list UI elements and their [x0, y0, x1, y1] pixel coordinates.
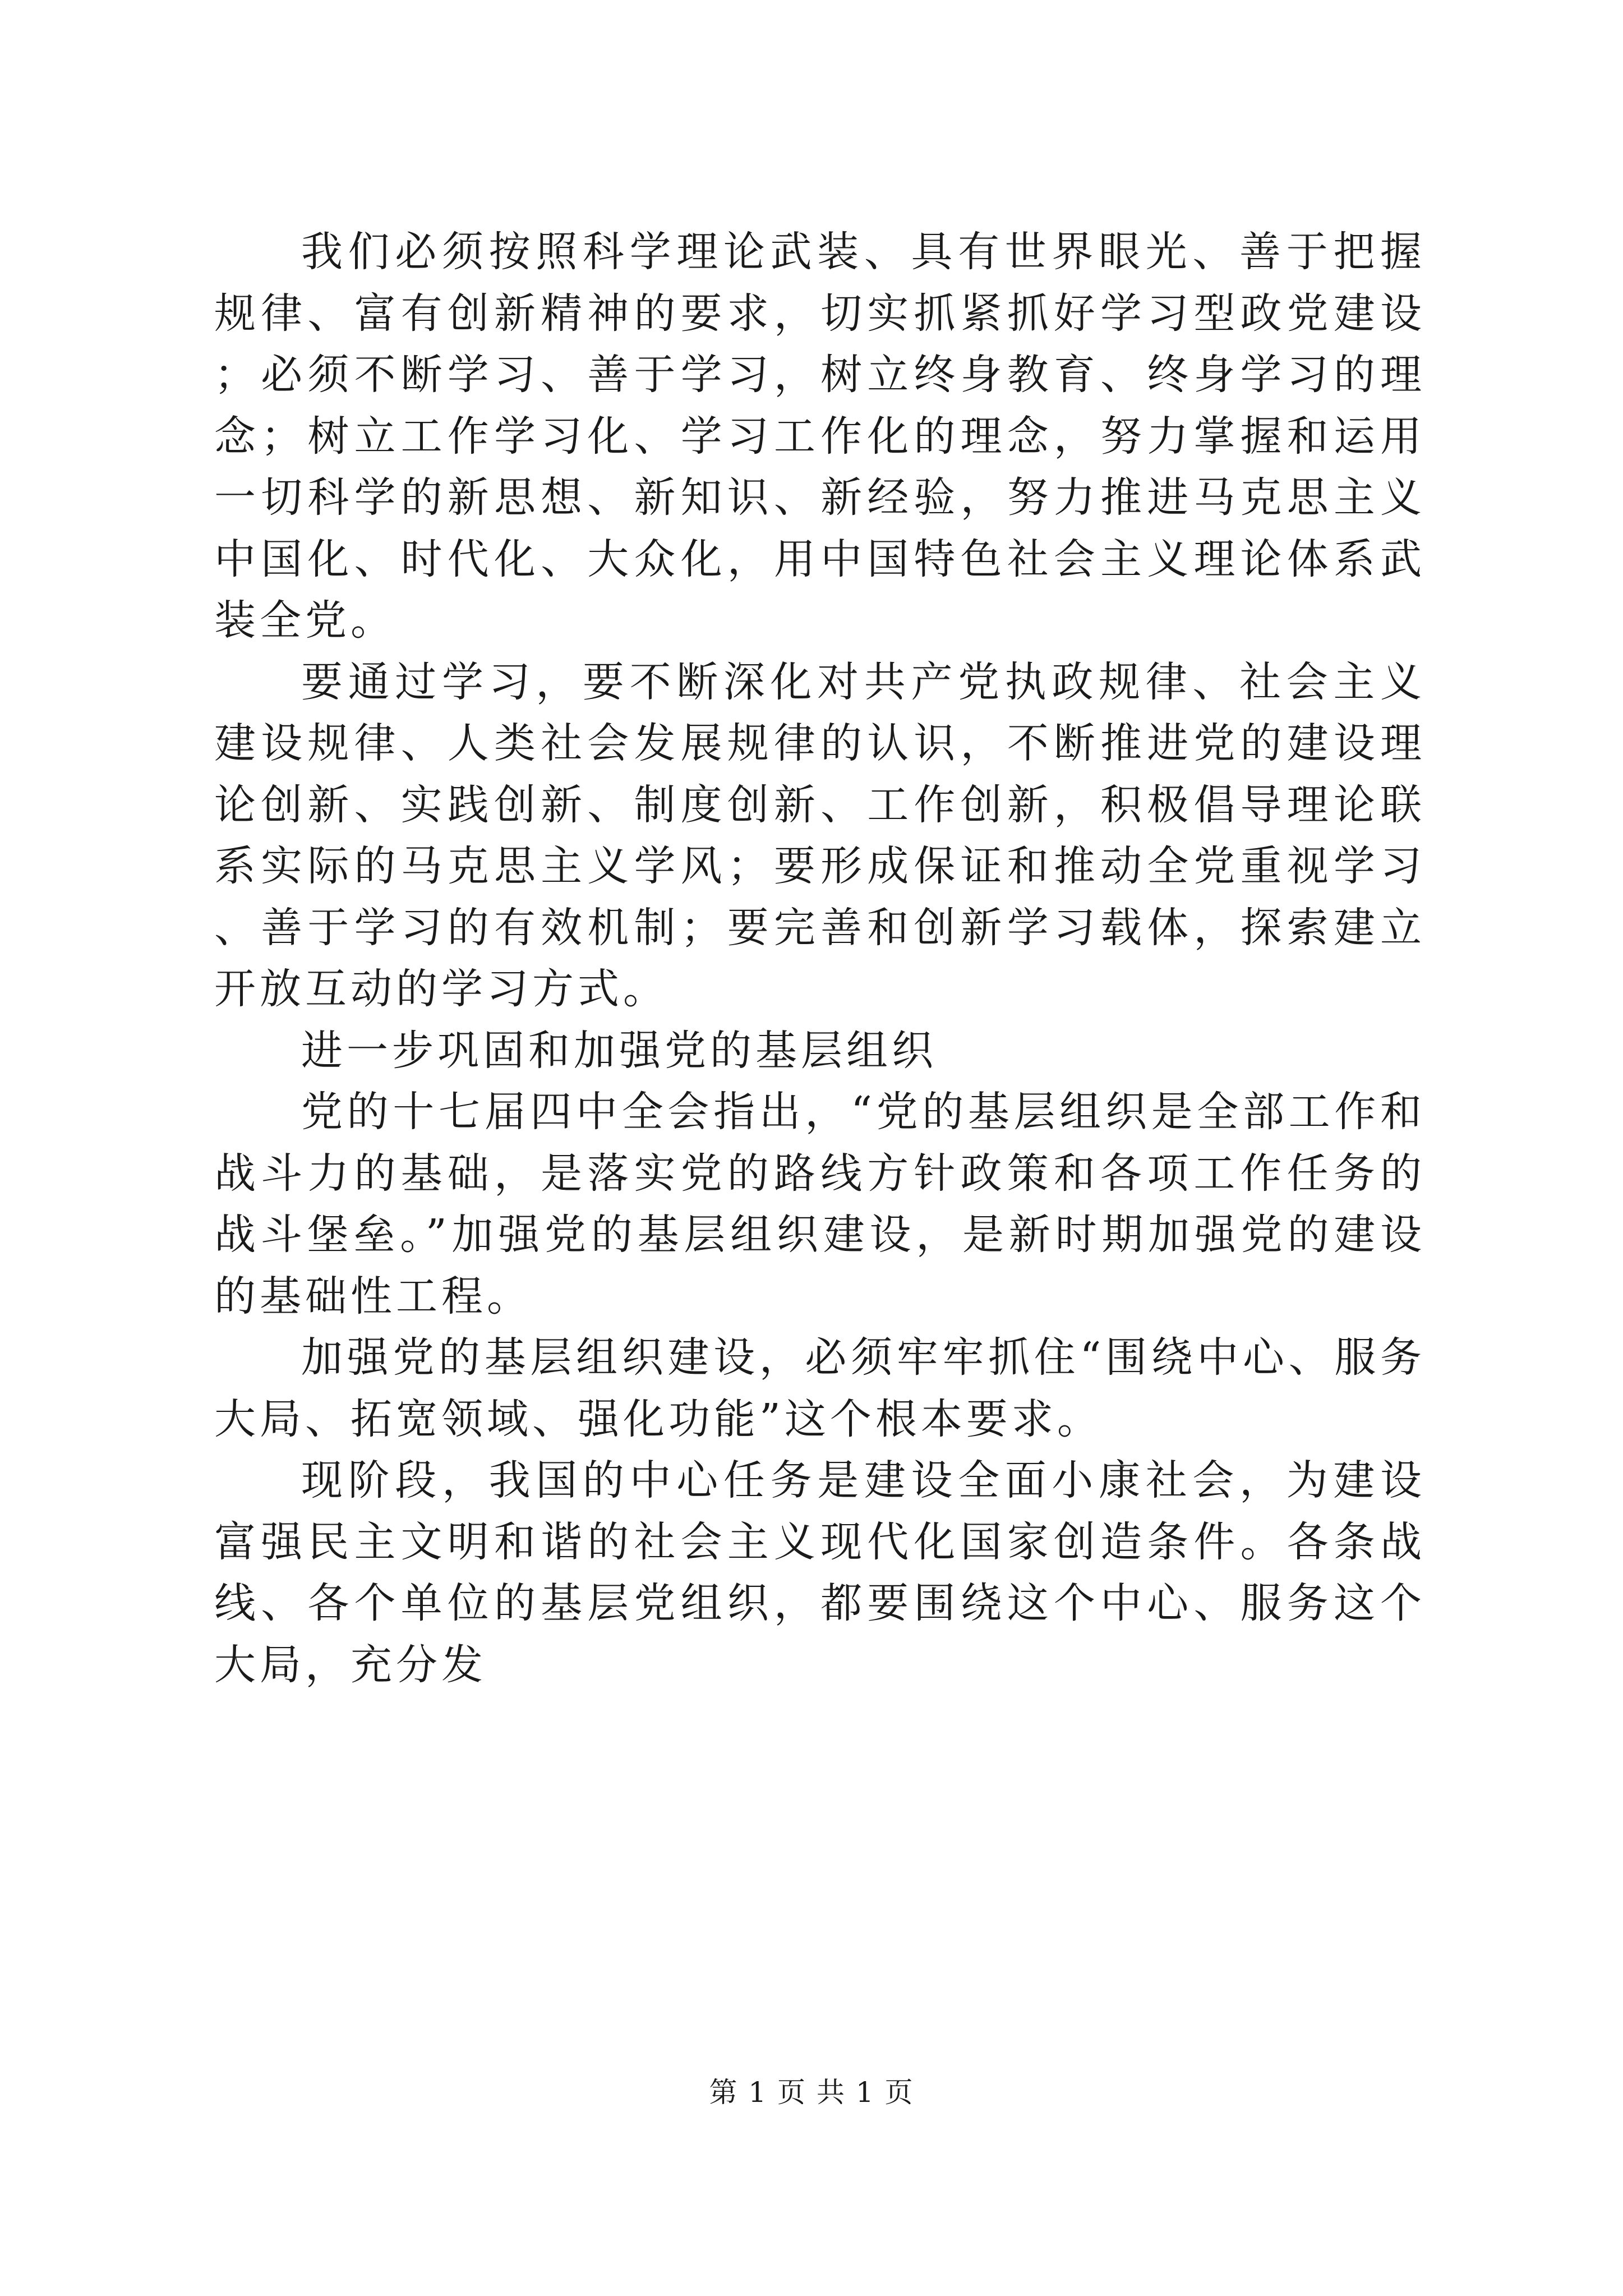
- page-footer: 第 1 页 共 1 页: [709, 2076, 914, 2109]
- section-heading: 进一步巩固和加强党的基层组织: [301, 1026, 937, 1075]
- paragraph: 我们必须按照科学理论武装、具有世界眼光、善于把握规律、富有创新精神的要求，切实抓紧抓好学习型政党建设；必须不断学习、善于学习，树立终身教育、终身学习的理念；树立工作学习化、学习工作化的理念，努力掌握和运用一切科学的新思想、新知识、新经验，努力推进马克思主义中国化、时代化、大众化，用中国特色社会主义理论体系武装全党。: [214, 228, 1426, 645]
- paragraph: 加强党的基层组织建设，必须牢牢抓住“围绕中心、服务大局、拓宽领域、强化功能”这个根本要求。: [214, 1333, 1426, 1443]
- paragraph: 要通过学习，要不断深化对共产党执政规律、社会主义建设规律、人类社会发展规律的认识，不断推进党的建设理论创新、实践创新、制度创新、工作创新，积极倡导理论联系实际的马克思主义学风；要形成保证和推动全党重视学习、善于学习的有效机制；要完善和创新学习载体，探索建立开放互动的学习方式。: [214, 657, 1426, 1013]
- document-body: [214, 222, 1426, 1696]
- paragraph: 党的十七届四中全会指出，“党的基层组织是全部工作和战斗力的基础，是落实党的路线方针政策和各项工作任务的战斗堡垒。”加强党的基层组织建设，是新时期加强党的建设的基础性工程。: [214, 1088, 1426, 1320]
- paragraph: 现阶段，我国的中心任务是建设全面小康社会，为建设富强民主文明和谐的社会主义现代化国家创造条件。各条战线、各个单位的基层党组织，都要围绕这个中心、服务这个大局，充分发: [214, 1456, 1426, 1689]
